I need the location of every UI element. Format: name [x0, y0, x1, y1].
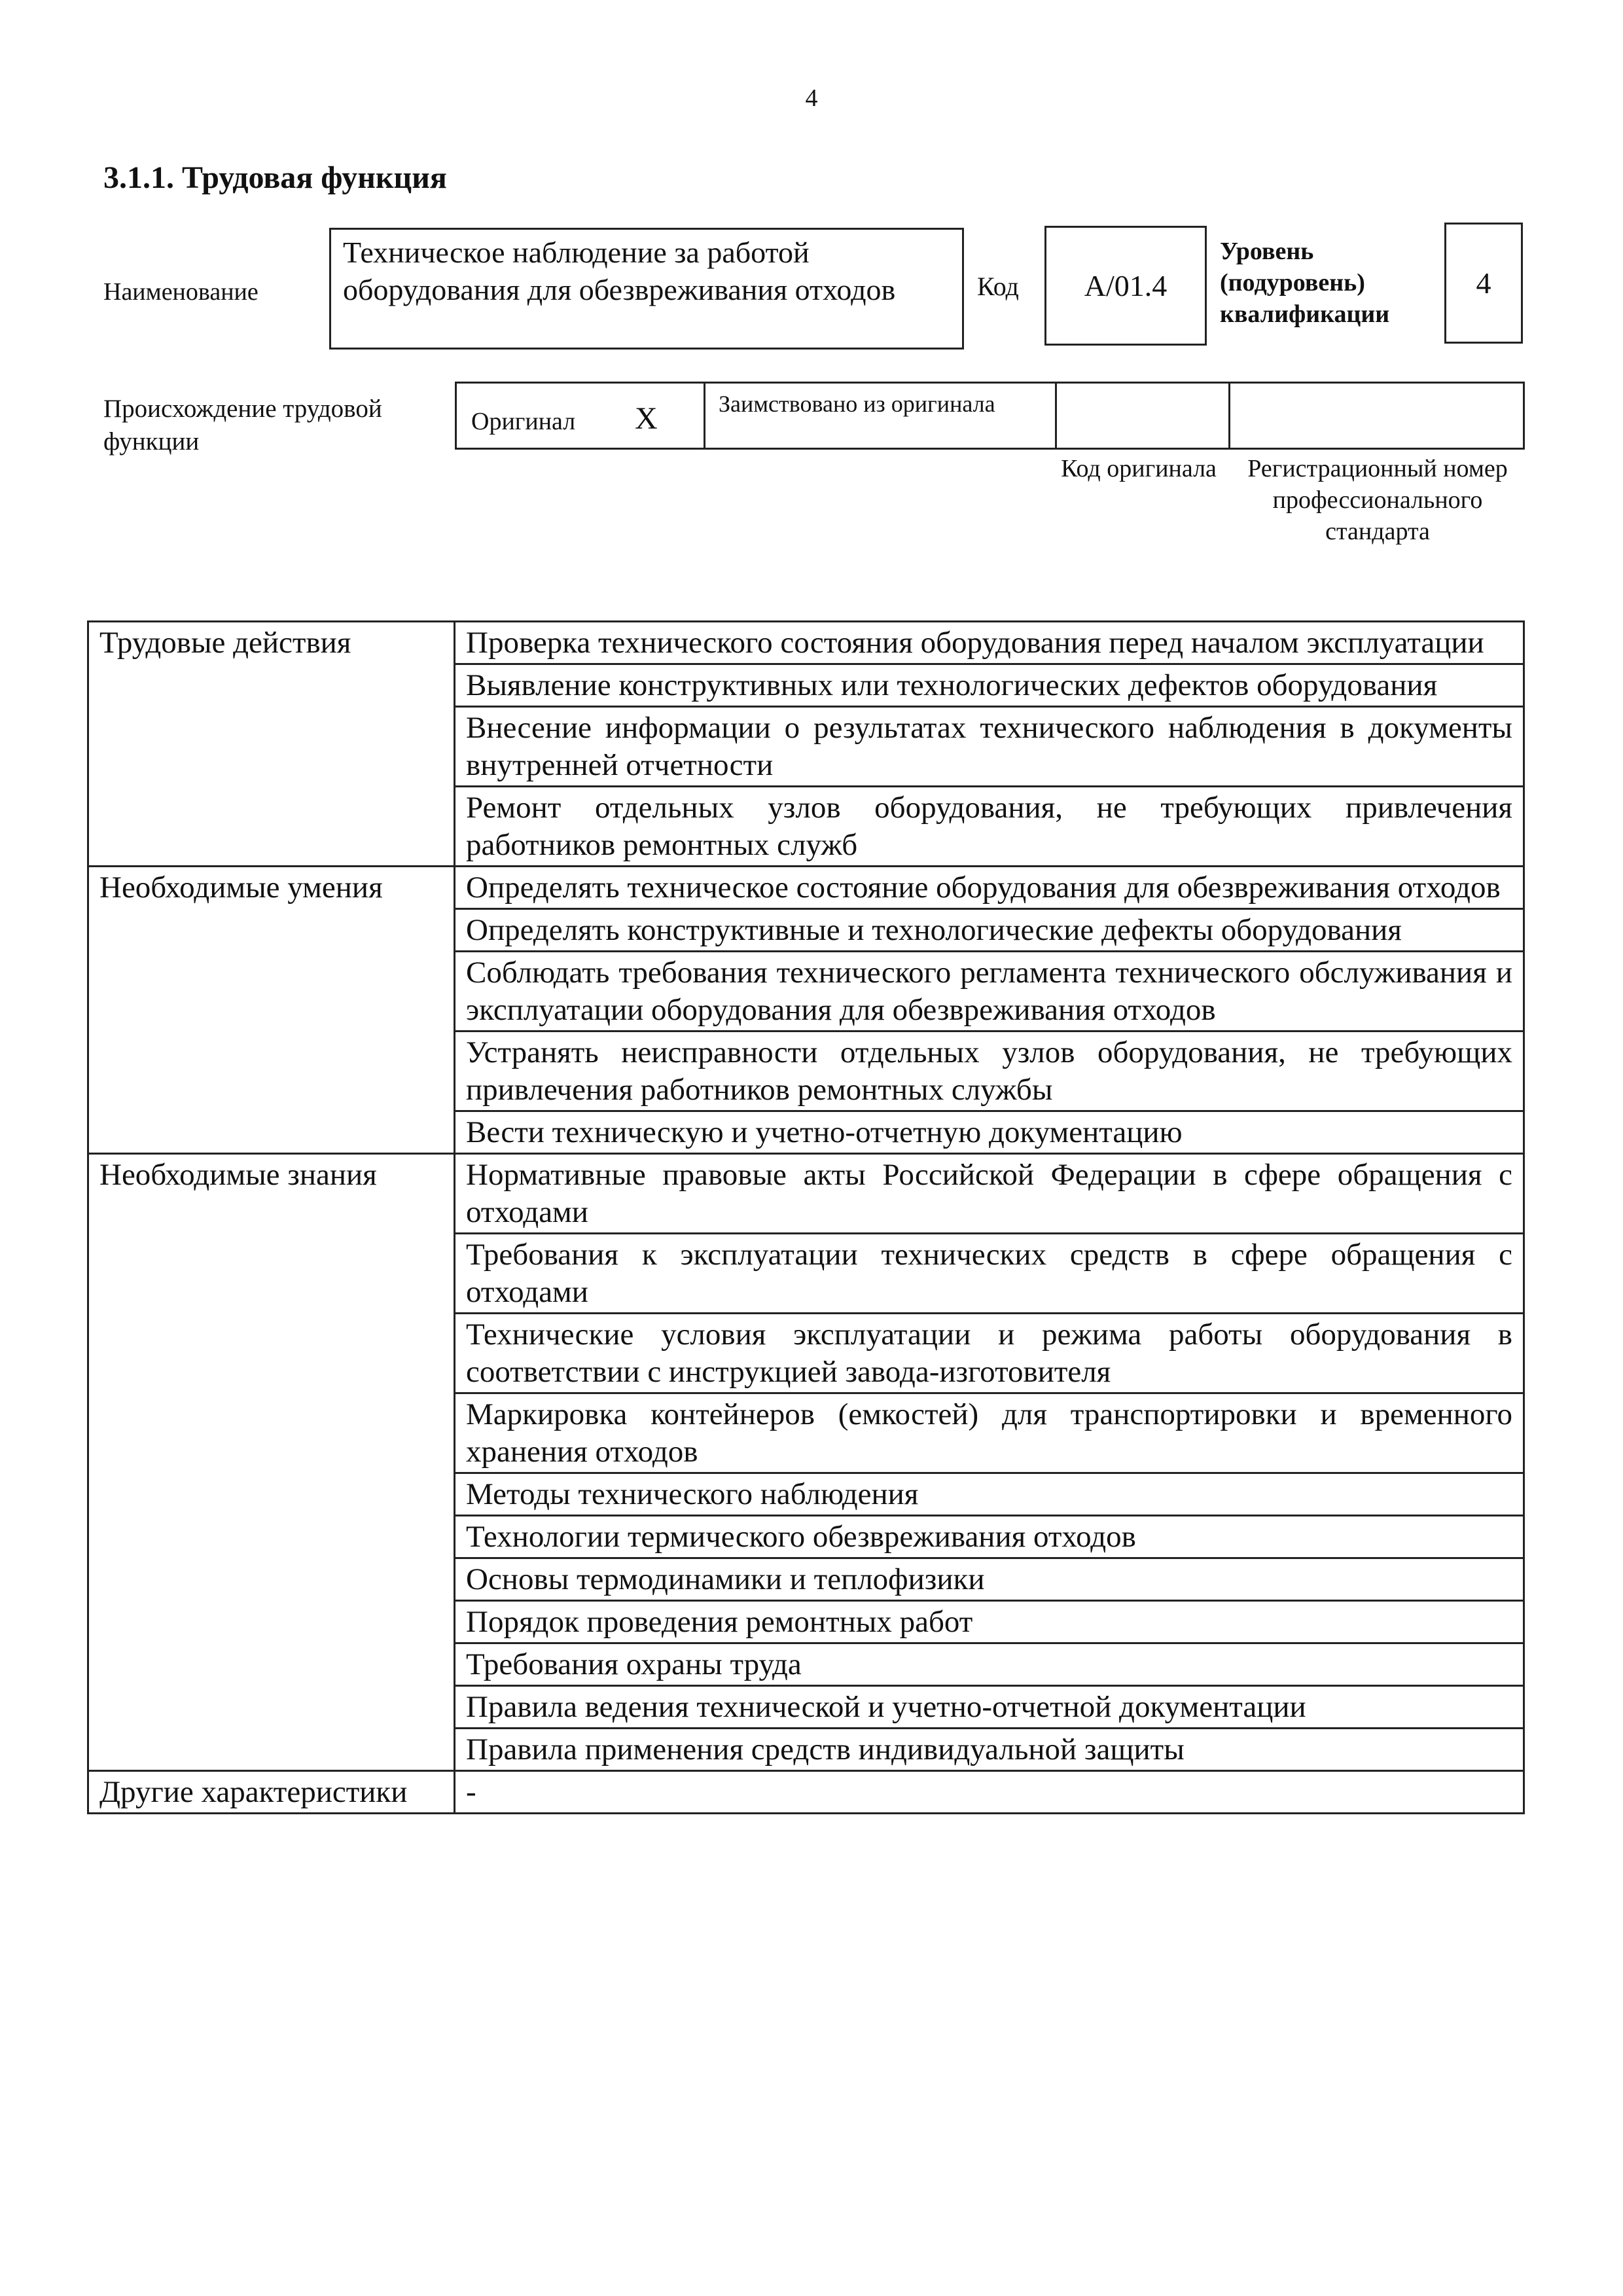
level-label: Уровень (подуровень) квалификации: [1220, 238, 1390, 328]
knowledge-title: Необходимые знания: [88, 1154, 455, 1771]
list-item: Внесение информации о результатах технического наблюдения в документы внутренней отчетности: [455, 707, 1524, 787]
list-item: Технологии термического обезвреживания отходов: [455, 1516, 1524, 1558]
level-value-box: [1444, 223, 1523, 344]
registration-caption: Регистрационный номер профессионального стандарта: [1247, 455, 1508, 545]
list-item: Методы технического наблюдения: [455, 1473, 1524, 1516]
other-title: Другие характеристики: [88, 1771, 455, 1814]
skills-title: Необходимые умения: [88, 867, 455, 1154]
code-caption: Код оригинала: [1061, 455, 1217, 482]
code-value-box: [1044, 226, 1207, 346]
list-item: Определять техническое состояние оборудования для обезвреживания отходов: [455, 867, 1524, 909]
list-item: Устранять неисправности отдельных узлов оборудования, не требующих привлечения работников ремонтных службы: [455, 1031, 1524, 1111]
section-title: 3.1.1. Трудовая функция: [103, 160, 447, 195]
list-item: Порядок проведения ремонтных работ: [455, 1601, 1524, 1643]
list-item: Правила ведения технической и учетно-отчетной документации: [455, 1686, 1524, 1729]
level-value: 4: [1476, 266, 1491, 300]
code-value: А/01.4: [1084, 269, 1168, 302]
list-item: Правила применения средств индивидуальной защиты: [455, 1729, 1524, 1771]
original-mark: X: [635, 401, 658, 436]
list-item: Соблюдать требования технического регламента технического обслуживания и эксплуатации оборудования для обезвреживания отходов: [455, 952, 1524, 1031]
table-row: [88, 622, 1524, 664]
list-item: Проверка технического состояния оборудования перед началом эксплуатации: [455, 622, 1524, 664]
name-value-box: [329, 228, 964, 350]
borrowed-label: Заимствовано из оригинала: [719, 391, 995, 417]
list-item: Требования к эксплуатации технических средств в сфере обращения с отходами: [455, 1234, 1524, 1314]
list-item: Определять конструктивные и технологические дефекты оборудования: [455, 909, 1524, 952]
list-item: Маркировка контейнеров (емкостей) для транспортировки и временного хранения отходов: [455, 1393, 1524, 1473]
list-item: Основы термодинамики и теплофизики: [455, 1558, 1524, 1601]
list-item: Технические условия эксплуатации и режима работы оборудования в соответствии с инструкцией завода-изготовителя: [455, 1314, 1524, 1393]
code-label: Код: [977, 272, 1019, 301]
other-value: -: [455, 1771, 1524, 1814]
list-item: Нормативные правовые акты Российской Федерации в сфере обращения с отходами: [455, 1154, 1524, 1234]
labor-actions-title: Трудовые действия: [88, 622, 455, 867]
page-number: 4: [805, 84, 818, 112]
origin-code-cell: [1057, 384, 1230, 448]
list-item: Выявление конструктивных или технологических дефектов оборудования: [455, 664, 1524, 707]
table-row: [88, 1771, 1524, 1814]
list-item: Ремонт отдельных узлов оборудования, не требующих привлечения работников ремонтных служб: [455, 787, 1524, 867]
name-label: Наименование: [103, 278, 259, 306]
table-row: [88, 1154, 1524, 1234]
original-label: Оригинал: [471, 408, 576, 435]
list-item: Вести техническую и учетно-отчетную документацию: [455, 1111, 1524, 1154]
origin-label: Происхождение трудовой функции: [103, 395, 382, 456]
name-value: Техническое наблюдение за работой оборудования для обезвреживания отходов: [343, 236, 896, 306]
function-table: [87, 620, 1525, 1814]
origin-row: [455, 382, 1525, 450]
list-item: Требования охраны труда: [455, 1643, 1524, 1686]
table-row: [88, 867, 1524, 909]
